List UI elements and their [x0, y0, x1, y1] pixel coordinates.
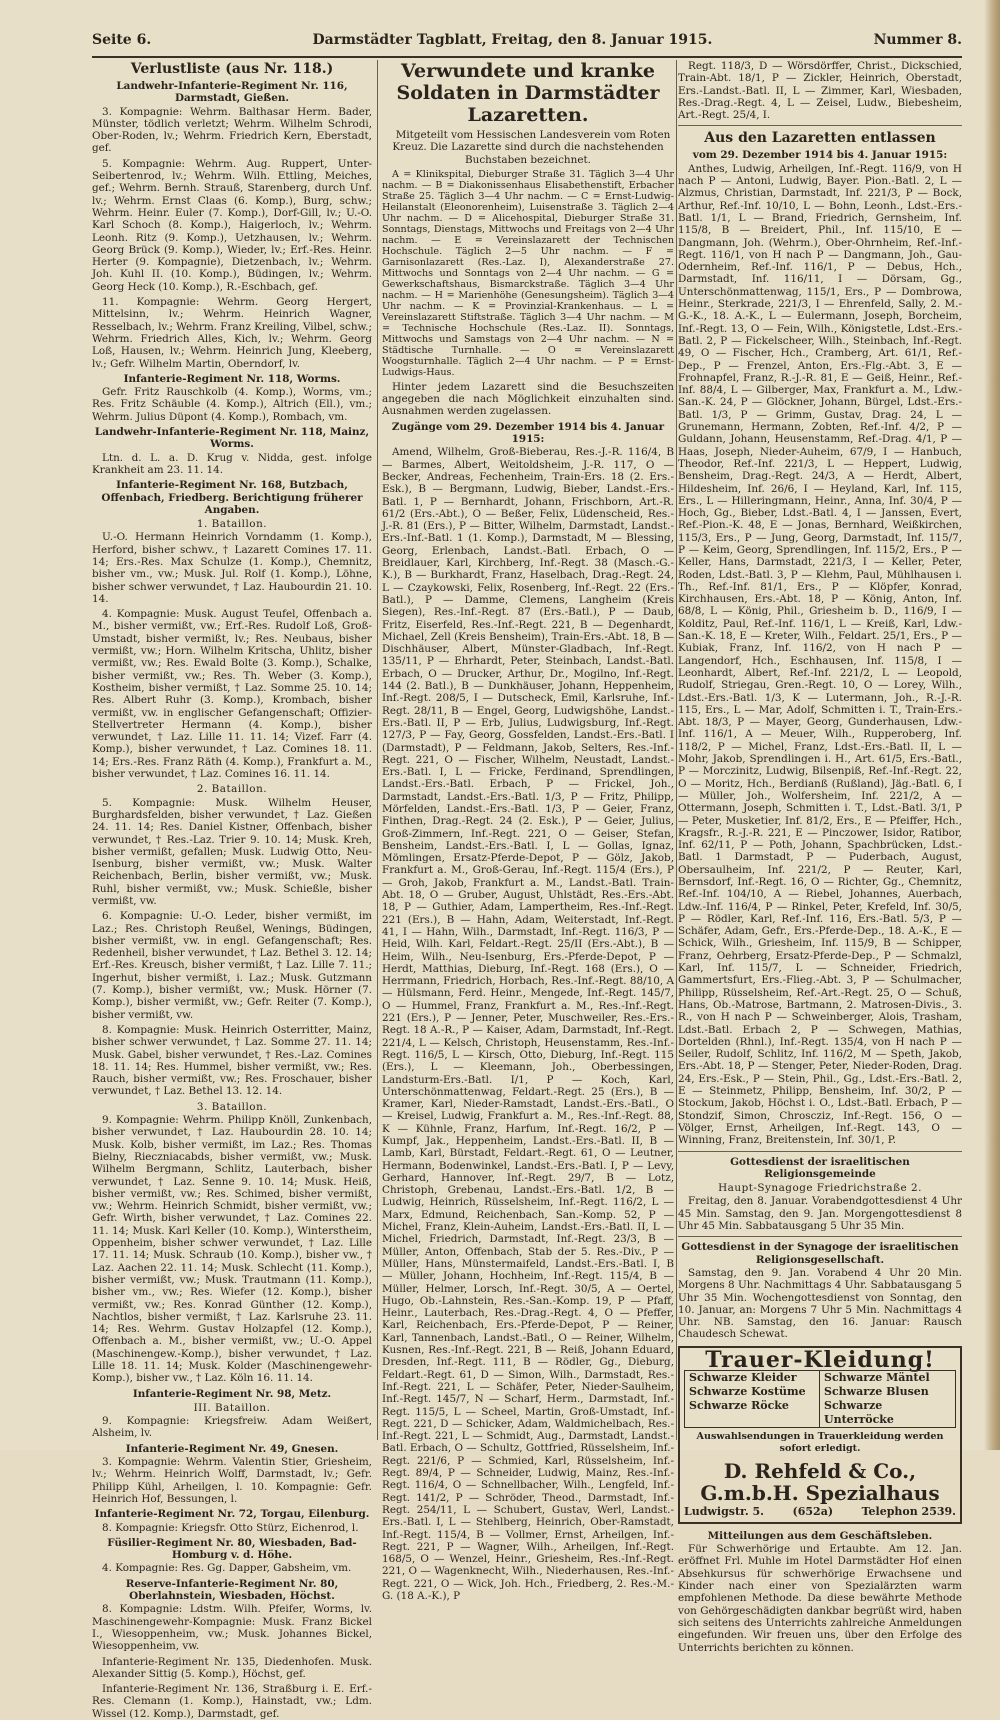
service-subheading: Haupt-Synagoge Friedrichstraße 2. — [718, 1182, 922, 1195]
company-entry: 8. Kompagnie: Ldstm. Wilh. Pfeifer, Worms, lv. Maschinengewehr-Kompagnie: Musk. Franz Bickel I., Wiesoppenheim, vw.; Musk. Johannes Bickel, Wiesoppenheim, vw. — [92, 1603, 372, 1653]
hospital-article-title: Verwundete und kranke Soldaten in Darmstädter Lazaretten. — [396, 60, 660, 126]
ad-product-grid — [684, 1370, 956, 1428]
casualty-list-title: Verlustliste (aus Nr. 118.) — [130, 61, 334, 77]
masthead-line: Darmstädter Tagblatt, Freitag, den 8. Januar 1915. — [312, 32, 713, 48]
admissions-subheading: Zugänge vom 29. Dezember 1914 bis 4. Januar 1915: — [391, 420, 665, 446]
ad-product: Schwarze Blusen — [824, 1384, 929, 1398]
ad-product: Schwarze Röcke — [685, 1399, 820, 1427]
ad-product: Schwarze Kostüme — [685, 1385, 820, 1399]
service-times-2: Samstag, den 9. Jan. Vorabend 4 Uhr 20 Min. Morgens 8 Uhr. Nachmittags 4 Uhr. Sabbatausgang 5 Uhr 35 Min. Wochengottesdienst von Sonntag, den 10. Januar, an: Morgens 7 Uhr 5 Min. Nachmittags 4 Uhr. NB. Samstag, den 16. Januar: Rausch Chaudesch Schewat. — [678, 1266, 962, 1341]
company-entry: 3. Kompagnie: Wehrm. Balthasar Herm. Bader, Münster, tödlich verletzt; Wehrm. Wilhelm Schrodi, Ober-Roden, lv.; Wehrm. Friedrich Kern, Eberstadt, gef. — [92, 105, 372, 155]
company-entry: 5. Kompagnie: Wehrm. Aug. Ruppert, Unter-Seibertenrod, lv.; Wehrm. Wilh. Ettling, Meiches, gef.; Wehrm. Bernh. Strauß, Starenberg, durch Unf. lv.; Wehrm. Ernst Claas (6. Komp.), Burg, schw.; Wehrm. Heinr. Euler (7. Komp.), Dorf-Gill, lv.; U.-O. Karl Schoch (8. Komp.), Haigerloch, lv.; Wehrm. Leonh. Ritz (9. Komp.), Uetzhausen, lv.; Wehrm. Georg Brück (9. Komp.), Wieder, lv.; Erf.-Res. Heinr. Herter (9. Kompagnie), Dietzenbach, lv.; Wehrm. Joh. Kuhl II. (10. Komp.), Büdingen, lv.; Wehrm. Georg Heck (10. Komp.), R.-Eschbach, gef. — [92, 157, 372, 293]
regiment-heading: Reserve-Infanterie-Regiment Nr. 80, Oberlahnstein, Wiesbaden, Höchst. — [125, 1577, 339, 1603]
regiment-heading: Landwehr-Infanterie-Regiment Nr. 118, Mainz, Worms. — [94, 426, 370, 451]
column-rule-1 — [377, 60, 378, 1440]
ad-firm-name: D. Rehfeld & Co., G.m.b.H. Spezialhaus — [700, 1458, 940, 1505]
service-times: Freitag, den 8. Januar. Vorabendgottesdienst 4 Uhr 45 Min. Samstag, den 9. Jan. Morgengottesdienst 8 Uhr 45 Min. Sabbatausgang 5 Uhr 35 Min. — [678, 1195, 962, 1233]
column-hospital-admissions — [382, 60, 675, 1602]
page-fold-shadow — [984, 0, 1000, 1450]
service-heading-2: Gottesdienst in der Synagoge der israelitischen Religionsgesellschaft. — [681, 1241, 959, 1266]
ad-address-line — [684, 1506, 956, 1518]
company-entry: 3. Kompagnie: Wehrm. Valentin Stier, Griesheim, lv.; Wehrm. Heinrich Wolff, Darmstadt, lv.; Gefr. Philipp Kühl, Arheilgen, l. 10. Kompagnie: Gefr. Heinrich Hof, Bessungen, l. — [92, 1456, 372, 1505]
ad-product: Schwarze Unterröcke — [824, 1398, 894, 1426]
regiment-heading: Infanterie-Regiment Nr. 98, Metz. — [132, 1387, 332, 1400]
page-number: Seite 6. — [92, 32, 152, 48]
divider — [678, 125, 962, 126]
company-entry: U.-O. Hermann Heinrich Vorndamm (1. Komp.), Herford, bisher schwv., † Lazarett Comines 17. 11. 14; Ers.-Res. Max Schulze (1. Komp.), Chemnitz, bisher vm., vw.; Musk. Jul. Rolf (1. Komp.), Löhne, bisher schwer verwundet, † Laz. Haubourdin 21. 10. 14. — [92, 531, 372, 605]
article-intro: Mitgeteilt vom Hessischen Landesverein vom Roten Kreuz. Die Lazarette sind durch die nachstehenden Buchstaben bezeichnet. — [392, 129, 671, 166]
service-heading: Gottesdienst der israelitischen Religionsgemeinde — [730, 1155, 910, 1180]
ad-phone: Telephon 2539. — [861, 1504, 956, 1518]
company-entry: 6. Kompagnie: U.-O. Leder, bisher vermißt, im Laz.; Res. Christoph Reußel, Wenings, Büdingen, bisher vermißt, vw. in engl. Gefangenschaft; Res. Redenheil, bisher verwundet, † Laz. Bethel 3. 12. 14; Erf.-Res. Kreusch, bisher vermißt, † Laz. Lille 7. 11.; Ingerhut, bisher vermißt, i. Laz.; Musk. Gutzmann (7. Komp.), bisher vermißt, vw.; Musk. Hörner (7. Komp.), bisher vermißt, vw.; Gefr. Reiter (7. Komp.), bisher vermißt, vw. — [92, 910, 372, 1021]
admissions-list: Amend, Wilhelm, Groß-Bieberau, Res.-J.-R. 116/4, B — Barmes, Albert, Weitoldsheim, J.-R. 117, O — Becker, Andreas, Fechenheim, Train-Ers. 18 (2. Ers.-Esk.), B — Bergmann, Ludwig, Bieber, Landst.-Ers.-Batl. 1, P — Bernhardt, Johann, Frischborn, Art.-R. 61/2 (Ers.-Abt.), O — Beßer, Felix, Lüdenscheid, Res.-J.-R. 81 (Ers.), P — Bitter, Wilhelm, Darmstadt, Landst.-Ers.-Inf.-Batl. 1 (1. Komp.), Darmstadt, M — Blessing, Georg, Erlenbach, Landst.-Batl. Erbach, O — Breidlauer, Karl, Kirchberg, Inf.-Regt. 38 (Masch.-G.-K.), B — Burkhardt, Franz, Haselbach, Drag.-Regt. 24, L — Czaykowski, Felix, Rosenberg, Inf.-Regt. 22 (Ers.-Batl.), P — Damme, Clemens, Langheim (Kreis Siegen), Res.-Inf.-Regt. 87 (Ers.-Batl.), P — Daub, Fritz, Eiserfeld, Res.-Inf.-Regt. 221, B — Degenhardt, Michael, Zell (Kreis Bensheim), Train-Ers.-Abt. 18, B — Dischhäuser, Albert, Münster-Gladbach, Inf.-Regt. 135/11, P — Ehrhardt, Peter, Steinbach, Landst.-Batl. Erbach, O — Drucker, Arthur, Dr., Mogilno, Inf.-Regt. 144 (2. Batl.), B — Dunkhäuser, Johann, Heppenheim, Inf.-Regt. 208/5, I — Dutscheck, Emil, Karlsruhe, Inf.-Regt. 28/11, B — Engel, Georg, Ludwigshöhe, Landst.-Ers.-Batl. II, P — Erb, Julius, Ludwigsburg, Inf.-Regt. 127/3, P — Fay, Georg, Gossfelden, Landst.-Ers.-Batl. I (Darmstadt), P — Feldmann, Jakob, Selters, Res.-Inf.-Regt. 221, O — Fischer, Wilhelm, Neustadt, Landst.-Ers.-Batl. I, L — Fricke, Ferdinand, Sprendlingen, Landst.-Ers.-Batl. Erbach, P — Frickel, Joh., Darmstadt, Landst.-Ers.-Batl. 1/3, P — Fritz, Philipp, Mörfelden, Landst.-Ers.-Batl. 1/3, P — Geier, Franz, Finthen, Drag.-Regt. 24 (2. Esk.), P — Geier, Julius, Groß-Zimmern, Inf.-Regt. 221, O — Geiser, Stefan, Bensheim, Landst.-Ers.-Batl. I, L — Gollas, Ignaz, Mömlingen, Ersatz-Pferde-Depot, P — Gölz, Jakob, Frankfurt a. M., Groß-Gerau, Inf.-Regt. 115/4 (Ers.), P — Groh, Jakob, Frankfurt a. M., Landst.-Batl. Train-Abt. 18, O — Gruber, August, Uhlstädt, Res.-Ers.-Abt. 18, P — Guthier, Adam, Lampertheim, Res.-Inf.-Regt. 221 (Ers.), B — Hahn, Adam, Weiterstadt, Inf.-Regt. 41, I — Hahn, Wilh., Darmstadt, Inf.-Regt. 116/3, P — Heid, Wilh. Karl, Feldart.-Regt. 25/II (Ers.-Abt.), B — Heim, Wilh., Neu-Isenburg, Ers.-Pferde-Depot, P — Herdt, Matthias, Dieburg, Inf.-Regt. 168 (Ers.), O — Herrmann, Friedrich, Horbach, Res.-Inf.-Regt. 88/10, A — Hülsmann, Ferd. Heinr., Mengede, Inf.-Regt. 145/7, O — Hummel, Franz, Frankfurt a. M., Res.-Inf.-Regt. 221 (Ers.), P — Jenner, Peter, Muschweiler, Res.-Ers.-Regt. 18 A.-R., P — Kaiser, Adam, Darmstadt, Inf.-Regt. 221/4, L — Kelsch, Christoph, Heusenstamm, Res.-Inf.-Regt. 116/5, L — Kirsch, Otto, Dieburg, Inf.-Regt. 115 (Ers.), L — Kleemann, Joh., Oberbessingen, Landsturm-Ers.-Batl. I/1, P — Koch, Karl, Unterschönmattenwag, Feldart.-Regt. 25 (Ers.), B — Kramer, Karl, Nieder-Ramstadt, Landst.-Ers.-Batl., O — Kreisel, Ludwig, Frankfurt a. M., Res.-Inf.-Regt. 88, K — Kühnle, Franz, Harfum, Inf.-Regt. 16/2, P — Kumpf, Jak., Heppenheim, Landst.-Ers.-Batl. II, B — Lamb, Karl, Bürstadt, Feldart.-Regt. 61, O — Leutner, Hermann, Bodenwinkel, Landst.-Ers.-Batl. I, P — Levy, Gerhard, Hannover, Inf.-Regt. 29/7, B — Lotz, Christoph, Grebenau, Landst.-Ers.-Batl. 1/2, B — Ludwig, Heinrich, Rüsselsheim, Inf.-Regt. 116/2, L — Marx, Edmund, Reichenbach, San.-Komp. 52, P — Michel, Franz, Klein-Auheim, Landst.-Ers.-Batl. II, L — Michel, Friedrich, Darmstadt, Inf.-Regt. 23/3, B — Müller, Anton, Offenbach, Stab der 5. Res.-Div., P — Müller, Hans, Münstermaifeld, Landst.-Ers.-Batl. I, B — Müller, Johann, Hochheim, Inf.-Regt. 115/4, B — Müller, Helmer, Lorsch, Inf.-Regt. 30/5, A — Oertel, Hugo, Ob.-Lahnstein, Res.-San.-Komp. 19, P — Pfaff, Heinr., Lauterbach, Res.-Drag.-Regt. 4, O — Pfeffer, Karl, Reichenbach, Ers.-Pferde-Depot, P — Reiner, Karl, Tannenbach, Landst.-Batl., O — Reiner, Wilhelm, Kusnen, Res.-Inf.-Regt. 221, B — Reiß, Johann Eduard, Dresden, Inf.-Regt. 111, B — Rödler, Gg., Dieburg, Feldart.-Regt. 61, D — Simon, Wilh., Darmstadt, Res.-Inf.-Regt. 221, L — Schäfer, Peter, Nieder-Saulheim, Inf.-Regt. 145/7, N — Scharf, Herm., Darmstadt, Inf.-Regt. 115/5, L — Scheel, Martin, Groß-Umstadt, Inf.-Regt. 221, D — Schicker, Adam, Waldmichelbach, Res.-Inf.-Regt. 221, L — Schmidt, Aug., Darmstadt, Landst.-Batl. Erbach, O — Schultz, Gottfried, Rüsselsheim, Inf.-Regt. 221/6, P — Schmied, Karl, Rüsselsheim, Inf.-Regt. 89/4, P — Schneider, Ludwig, Mainz, Res.-Inf.-Regt. 116/4, O — Schnellbacher, Wilh., Lengfeld, Inf.-Regt. 141/2, P — Schröder, Theod., Darmstadt, Inf.-Regt. 254/11, L — Schubert, Gustav, Werl, Landst.-Ers.-Batl. I, L — Stehlberg, Heinrich, Ober-Ramstadt, Inf.-Regt. 115/4, B — Vollmer, Ernst, Arheilgen, Inf.-Regt. 221, P — Wagner, Wilh., Arheilgen, Inf.-Regt. 168/5, O — Wenzel, Heinr., Griesheim, Res.-Inf.-Regt. 221, O — Wagenknecht, Wilh., Niederhausen, Res.-Inf.-Regt. 221, O — Wick, Joh. Hch., Friedberg, 2. Res.-M.-G. (18 A.-K.), P — [382, 446, 675, 1602]
regiment-heading: Infanterie-Regiment Nr. 168, Butzbach, Offenbach, Friedberg. Berichtigung früherer Angaben. — [101, 479, 363, 516]
company-entry: Gefr. Fritz Rauschkolb (4. Komp.), Worms, vm.; Res. Fritz Schäuble (4. Komp.), Altrich (Ell.), vm.; Wehrm. Julius Düpont (4. Komp.), Rombach, vm. — [92, 386, 372, 423]
ad-note: Auswahlsendungen in Trauerkleidung werden sofort erledigt. — [696, 1430, 944, 1455]
column-discharges — [678, 60, 962, 1654]
mourning-clothing-ad — [678, 1346, 962, 1524]
ad-product: Schwarze Kleider — [685, 1371, 820, 1385]
company-entry: 8. Kompagnie: Musk. Heinrich Osterritter, Mainz, bisher schwer verwundet, † Laz. Somme 27. 11. 14; Musk. Gabel, bisher verwundet, † Res.-Laz. Comines 18. 11. 14; Res. Hummel, bisher vermißt, vw.; Res. Rauch, bisher vermißt, vw.; Res. Froschauer, bisher verwundet, † Laz. Bethel 13. 12. 14. — [92, 1023, 372, 1098]
business-notes-text: Für Schwerhörige und Ertaubte. Am 12. Jan. eröffnet Frl. Muhle im Hotel Darmstädter Hof einen Absehkursus für schwerhörige Erwachsene und Kinder nach einer von Spezialärzten warm empfohlenen Methode. Da diese bewährte Methode von Gehörgeschädigten dankbar begrüßt wird, haben sich seitens des Unterrichts zahlreiche Anmeldungen eingefunden. Wir freuen uns, über den Erfolge des Unterrichts berichten zu können. — [678, 1543, 962, 1654]
company-entry: Infanterie-Regiment Nr. 136, Straßburg i. E. Erf.-Res. Clemann (1. Komp.), Hainstadt, vw.; Ldm. Wissel (12. Komp.), Darmstadt, gef. — [92, 1683, 372, 1720]
issue-number: Nummer 8. — [873, 32, 962, 48]
hospital-legend: A = Klinikspital, Dieburger Straße 31. Täglich 3—4 Uhr nachm. — B = Diakonissenhaus Elisabethenstift, Erbacher Straße 25. Täglich 3—4 Uhr nachm. — C = Ernst-Ludwig-Heilanstalt (Eleonorenheim), Luisenstraße 3. Täglich 2—4 Uhr nachm. — D = Alicehospital, Dieburger Straße 31. Sonntags, Dienstags, Mittwochs und Freitags von 2—4 Uhr nachm. — E = Vereinslazarett der Technischen Hochschule. Täglich 2—5 Uhr nachm. — F = Garnisonlazarett (Res.-Laz. I), Alexanderstraße 27. Mittwochs und Sonntags von 2—4 Uhr nachm. — G = Gewerkschaftshaus, Bismarckstraße. Täglich 3—4 Uhr nachm. — H = Marienhöhe (Genesungsheim). Täglich 3—4 Uhr nachm. — K = Provinzial-Krankenhaus. — L = Vereinslazarett Stiftstraße. Täglich 3—4 Uhr nachm. — M = Technische Hochschule (Res.-Laz. II). Sonntags, Mittwochs und Samstags von 2—4 Uhr nachm. — N = Städtische Turnhalle. — O = Vereinslazarett Woogsturnhalle. Täglich 2—4 Uhr nachm. — P = Ernst-Ludwigs-Haus. — [382, 168, 674, 378]
business-notes-heading: Mitteilungen aus dem Geschäftsleben. — [707, 1529, 933, 1542]
battalion-heading: 1. Bataillon. — [196, 518, 268, 531]
ad-product: Schwarze Mäntel — [824, 1370, 930, 1384]
battalion-heading: III. Bataillon. — [193, 1401, 271, 1414]
regiment-heading: Infanterie-Regiment Nr. 49, Gnesen. — [125, 1442, 339, 1455]
ad-title: Trauer-Kleidung! — [705, 1346, 935, 1373]
divider — [678, 1151, 962, 1152]
ad-code: (652a) — [792, 1504, 834, 1518]
company-entry: 4. Kompagnie: Res. Gg. Dapper, Gabsheim, vm. — [102, 1562, 352, 1575]
regiment-heading: Infanterie-Regiment Nr. 118, Worms. — [123, 372, 341, 385]
regiment-heading: Landwehr-Infanterie-Regiment Nr. 116, Darmstadt, Gießen. — [116, 80, 348, 105]
company-entry: Infanterie-Regiment Nr. 135, Diedenhofen. Musk. Alexander Sittig (5. Komp.), Höchst, gef. — [92, 1655, 372, 1680]
column-rule-2 — [676, 60, 677, 1440]
page-header — [92, 32, 962, 58]
battalion-heading: 2. Bataillon. — [196, 783, 268, 796]
company-entry: 4. Kompagnie: Musk. August Teufel, Offenbach a. M., bisher vermißt, vw.; Erf.-Res. Rudolf Loß, Groß-Umstadt, bisher vermißt, lv.; Res. Neubaus, bisher vermißt, vw.; Horn. Wilhelm Kritscha, Uhlitz, bisher vermißt, vw.; Res. Ewald Bolte (3. Komp.), Schalke, bisher vermißt, vw.; Res. Th. Weber (3. Komp.), Kostheim, bisher vermißt, † Laz. Somme 25. 10. 14; Res. Albert Ruhr (3. Komp.), Krombach, bisher vermißt, vw. in englischer Gefangenschaft; Offizier-Stellvertreter Hermann (4. Komp.), bisher verwundet, † Laz. Lille 11. 11. 14; Vizef. Farr (4. Komp.), bisher verwundet, † Laz. Comines 18. 11. 14; Ers.-Res. Franz Räth (4. Komp.), Frankfurt a. M., bisher verwundet, † Laz. Comines 16. 11. 14. — [92, 608, 372, 781]
admissions-continued: Regt. 118/3, D — Wörsdörffer, Christ., Dickschied, Train-Abt. 18/1, P — Zickler, Heinrich, Oberstadt, Ers.-Landst.-Batl. II, L — Zimmer, Karl, Wiesbaden, Res.-Drag.-Regt. 4, L — Zeisel, Ludw., Biebesheim, Art.-Regt. 25/4, I. — [678, 60, 962, 122]
company-entry: Ltn. d. L. a. D. Krug v. Nidda, gest. infolge Krankheit am 23. 11. 14. — [92, 451, 372, 476]
company-entry: 5. Kompagnie: Musk. Wilhelm Heuser, Burghardsfelden, bisher verwundet, † Laz. Gießen 24. 11. 14; Res. Daniel Kistner, Offenbach, bisher verwundet, † Res.-Laz. Trier 9. 10. 14; Musk. Kreh, bisher vermißt, gefallen; Musk. Ludwig Otto, Neu-Isenburg, bisher vermißt, vw.; Musk. Walter Reichenbach, Berlin, bisher vermißt, vw.; Musk. Ruhl, bisher vermißt, vw.; Musk. Schießle, bisher vermißt, vw. — [92, 796, 372, 907]
visiting-note: Hinter jedem Lazarett sind die Besuchszeiten angegeben die nach Möglichkeit einzuhalten sind. Ausnahmen werden zugelassen. — [382, 380, 674, 418]
battalion-heading: 3. Bataillon. — [196, 1100, 268, 1113]
company-entry: 9. Kompagnie: Wehrm. Philipp Knöll, Zunkenbach, bisher verwundet, † Laz. Haubourdin 28. 10. 14; Musk. Kolb, bisher vermißt, im Laz.; Res. Thomas Bielny, Rieczniacabds, bisher vermißt, vw.; Musk. Wilhelm Bergmann, Schlitz, Lauterbach, bisher verwundet, † Laz. Senne 9. 10. 14; Musk. Heiß, bisher vermißt, vw.; Res. Schimed, bisher vermißt, vw.; Wehrm. Heinrich Schmidt, bisher vermißt, vw.; Gefr. Wirth, bisher verwundet, † Laz. Comines 22. 11. 14; Musk. Karl Keller (10. Komp.), Winterstheim, Oppenheim, bisher schwer verwundet, † Laz. Lille 17. 11. 14; Musk. Schraub (10. Komp.), bisher vw., † Laz. Aachen 22. 11. 14; Musk. Schlecht (11. Komp.), bisher vermißt, vw.; Musk. Trautmann (11. Komp.), bisher vm., vw.; Res. Wiefer (12. Komp.), bisher vermißt, vw.; Res. Konrad Günther (12. Komp.), Nachtlos, bisher vermißt, † Laz. Karlsruhe 23. 11. 14; Res. Wehrm. Gustav Holzapfel (12. Komp.), Offenbach a. M., bisher vermißt, vw.; U.-O. Appel (Maschinengew.-Komp.), bisher verwundet, † Laz. Lille 18. 11. 14; Musk. Kolder (Maschinengewehr-Komp.), bisher vw., † Laz. Köln 16. 11. 14. — [92, 1114, 372, 1385]
divider — [678, 1236, 962, 1237]
column-casualty-list — [92, 60, 372, 1720]
company-entry: 9. Kompagnie: Kriegsfreiw. Adam Weißert, Alsheim, lv. — [92, 1415, 372, 1440]
company-entry: 11. Kompagnie: Wehrm. Georg Hergert, Mittelsinn, lv.; Wehrm. Heinrich Wagner, Resselbach, lv.; Wehrm. Franz Kreiling, Vilbel, schw.; Wehrm. Friedrich Alles, Kich, lv.; Wehrm. Georg Loß, Hausen, lv.; Wehrm. Heinrich Jung, Kleeberg, lv.; Gefr. Wilhelm Martin, Oberndorf, lv. — [92, 296, 372, 370]
ad-street: Ludwigstr. 5. — [684, 1504, 764, 1518]
discharges-title: Aus den Lazaretten entlassen — [704, 130, 936, 147]
regiment-heading: Infanterie-Regiment Nr. 72, Torgau, Eilenburg. — [94, 1508, 370, 1521]
discharges-list: Anthes, Ludwig, Arheilgen, Inf.-Regt. 116/9, von H nach P — Antoni, Ludwig, Bayer. Pion.-Batl. 2, L — Alzmus, Christian, Darmstadt, Inf. 221/3, P — Bock, Arthur, Ref.-Inf. 10/10, L — Bohn, Leonh., Ldst.-Ers.-Batl. 1/1, L — Brand, Friedrich, Gernsheim, Inf. 115/8, B — Breidert, Phil., Inf. 115/10, E — Dangmann, Joh. (Wehrm.), Ober-Ohrnheim, Ref.-Inf.-Regt. 116/1, von H nach P — Dangmann, Joh., Gau-Odernheim, Ref.-Inf. 116/1, P — Debus, Hch., Darmstadt, Inf. 116/11, I — Dörsam, Gg., Unterschönmattenwag, 115/1, Ers., P — Dombrowa, Heinr., Sterkrade, 221/3, I — Ehrenfeld, Sally, 2. M.-G.-K., 18. A.-K., L — Eulermann, Joseph, Borcheim, Inf.-Regt. 13, O — Fein, Wilh., Königstetle, Ldst.-Ers.-Batl. 2, P — Fickelscheer, Wilh., Steinbach, Inf.-Regt. 49, O — Fischer, Hch., Cramberg, Art. 61/1, Ref.-Dep., P — Frenzel, Anton, Ers.-Flg.-Abt. 3, E — Frohnapfel, Franz, R.-J.-R. 81, E — Geiß, Heinr., Ref.-Inf. 88/4, L — Gilberger, Max, Frankfurt a. M., Ldw.-San.-K. 24, P — Glöckner, Johann, Bürgel, Ldst.-Ers.-Batl. 1/3, P — Grimm, Gustav, Drag. 24, L — Grunemann, Hermann, Zobten, Ref.-Inf. 4/2, P — Guldann, Johann, Heusenstamm, Ref.-Drag. 4/1, P — Haas, Joseph, Nieder-Auheim, 67/9, I — Hanbuch, Theodor, Ref.-Inf. 221/3, L — Heppert, Ludwig, Bensheim, Drag.-Regt. 24/3, A — Herdt, Albert, Hildesheim, Inf. 26/6, I — Heyland, Karl, Inf. 115, Ers., L — Hilleringmann, Heinr., Anna, Inf. 30/4, P — Hoch, Gg., Bieber, Ldst.-Batl. 4, I — Janssen, Evert, Ref.-Pion.-K. 48, E — Jonas, Bernhard, Weißkirchen, 115/3, Ers., P — Jung, Georg, Darmstadt, Inf. 115/7, P — Keim, Georg, Sprendlingen, Inf. 115/2, Ers., P — Keller, Hans, Darmstadt, 221/3, I — Keller, Peter, Roden, Ldst.-Batl. 3, P — Klehm, Paul, Mühlhausen i. Th., Ref.-Inf. 81/1, Ers., P — Klöpfer, Konrad, Kirchhausen, Ers.-Abt. 18, P — König, Anton, Inf. 68/8, L — König, Phil., Griesheim b. D., 116/9, I — Kolditz, Paul, Ref.-Inf. 116/1, L — Kreiß, Karl, Ldw.-San.-K. 18, E — Kreter, Wilh., Feldart. 25/1, Ers., P — Kubiak, Franz, Inf. 116/2, von H nach P — Langendorf, Hch., Eschhausen, Inf. 115/8, I — Leonhardt, Albert, Ref.-Inf. 221/2, L — Leopold, Rudolf, Striegau, Gren.-Regt. 10, O — Lorey, Wilh., Ldst.-Ers.-Batl. 1/3, K — Lutermann, Joh., R.-J.-R. 115, Ers., L — Mar, Adolf, Schmitten i. T., Train-Ers.-Abt. 18/3, P — Mayer, Georg, Gunderhausen, Ldw.-Inf. 116/1, A — Meuer, Wilh., Rupperoberg, Inf. 118/2, P — Michel, Franz, Ldst.-Ers.-Batl. II, L — Mohr, Jakob, Sprendlingen i. H., Art. 61/5, Ers.-Batl., P — Morczinitz, Ludwig, Bilsenpiß, Ref.-Inf.-Regt. 22, O — Moritz, Hch., Berdianß (Rußland), Jäg.-Batl. 6, I — Müller, Joh., Wolfersheim, Inf. 221/2, A — Ottermann, Joseph, Schmitten i. T., Ldst.-Batl. 3/1, P — Peter, Musketier, Inf. 81/2, Ers., E — Pfeiffer, Hch., Kragsfr., R.-J.-R. 221, E — Pinczower, Isidor, Ratibor, Inf. 62/11, P — Poth, Johann, Spachbrücken, Ldst.-Batl. 1 Darmstadt, P — Puderbach, August, Obersaulheim, Inf. 221/2, P — Reuter, Karl, Bernsdorf, Inf.-Regt. 16, O — Richter, Gg., Chemnitz, Ref.-Inf. 104/10, A — Riebel, Johannes, Auerbach, Ldw.-Inf. 116/4, P — Rinkel, Peter, Krefeld, Inf. 30/5, P — Rödler, Karl, Ref.-Inf. 116, Ers.-Batl. 5/3, P — Schäfer, Adam, Gefr., Ers.-Pferde-Dep., 18. A.-K., E — Schick, Wilh., Griesheim, Inf. 115/9, B — Schipper, Franz, Oehrberg, Ersatz-Pferde-Dep., P — Schmalzl, Karl, Inf. 115/7, L — Schneider, Friedrich, Gammertsfurt, Ers.-Flieg.-Abt. 3, P — Schulmacher, Philipp, Rüsselsheim, Ref.-Art.-Regt. 25, O — Schuß, Hans, Ob.-Matrose, Bartmann, 2. Matrosen-Divis., 3. R., von H nach P — Schweinberger, Alois, Trasham, Ldst.-Batl. Erbach 2, P — Schwegen, Mathias, Dortelden (Rhnl.), Inf.-Regt. 135/4, von H nach P — Seiler, Rudolf, Schlitz, Inf. 116/2, M — Speth, Jakob, Ers.-Abt. 18, P — Stenger, Peter, Nieder-Roden, Drag. 24, Ers.-Esk., P — Stein, Phil., Gg., Ldst.-Ers.-Batl. 2, E — Steinmetz, Philipp, Bensheim, Inf. 30/2, P — Stockum, Jakob, Höchst i. O., Ldst.-Batl. Erbach, P — Stondzif, Simon, Chroscziz, Inf.-Regt. 156, O — Völger, Ernst, Arheilgen, Inf.-Regt. 143, O — Winning, Franz, Breitenstein, Inf. 30/1, P. — [678, 162, 962, 1147]
discharges-subheading: vom 29. Dezember 1914 bis 4. Januar 1915: — [692, 149, 948, 162]
regiment-heading: Füsilier-Regiment Nr. 80, Wiesbaden, Bad-Homburg v. d. Höhe. — [107, 1536, 357, 1562]
company-entry: 8. Kompagnie: Kriegsfr. Otto Stürz, Eichenrod, l. — [102, 1521, 359, 1534]
